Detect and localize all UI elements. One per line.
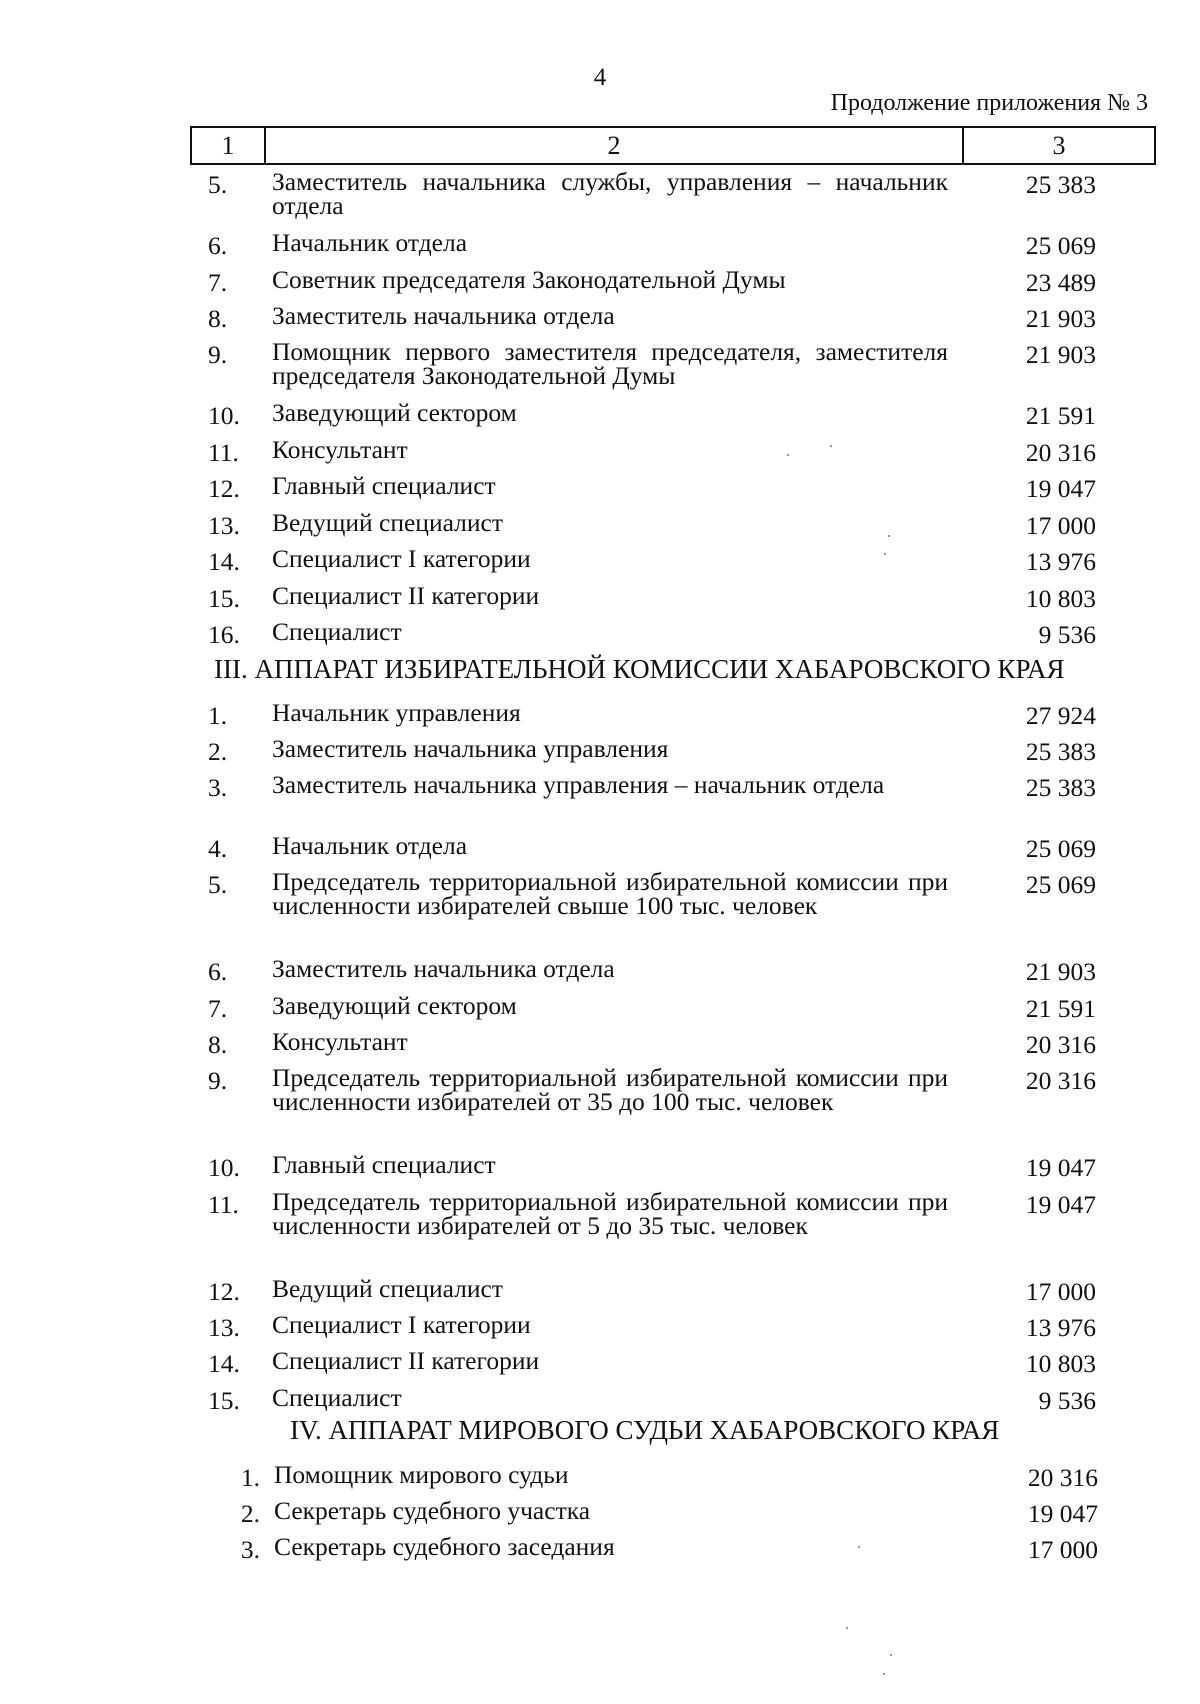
table-header [190,126,1156,165]
section-3-title: III. АППАРАТ ИЗБИРАТЕЛЬНОЙ КОМИССИИ ХАБАРОВСКОГО КРАЯ [214,654,1065,684]
position-name: Заместитель начальника отдела [272,954,615,983]
row-number: 8. [208,1030,228,1059]
position-name: Специалист II категории [272,581,540,610]
position-name: Специалист II категории [272,1346,540,1375]
salary-value: 25 069 [1025,870,1096,899]
position-name: Начальник отдела [272,831,468,860]
salary-value: 19 047 [1027,1499,1098,1528]
position-name: Помощник первого заместителя председателя, заместителя председателя Законодательной Думы [272,337,948,390]
row-number: 13. [208,1313,240,1342]
header-col-3: 3 [1052,130,1066,160]
salary-value: 21 591 [1025,994,1096,1023]
salary-value: 25 383 [1025,170,1096,199]
position-name: Советник председателя Законодательной Думы [272,265,786,294]
salary-value: 20 316 [1025,438,1096,467]
position-name: Секретарь судебного заседания [274,1532,615,1561]
position-name: Заместитель начальника управления [272,734,669,763]
salary-value: 13 976 [1025,547,1096,576]
salary-value: 17 000 [1025,511,1096,540]
position-name: Главный специалист [272,471,496,500]
salary-value: 25 383 [1025,773,1096,802]
salary-value: 19 047 [1025,474,1096,503]
continuation-label: Продолжение приложения № 3 [830,90,1148,116]
scan-speck [787,454,789,456]
position-name: Заместитель начальника службы, управления – начальник отдела [272,167,948,220]
salary-value: 25 383 [1025,737,1096,766]
row-number: 12. [208,1277,240,1306]
row-number: 14. [208,1349,240,1378]
salary-value: 23 489 [1025,268,1096,297]
scan-speck [830,445,832,447]
position-name: Председатель территориальной избирательной комиссии при численности избирателей от 5 до 35 тыс. человек [272,1187,948,1240]
row-number: 10. [208,1153,240,1182]
row-number: 6. [208,957,228,986]
salary-value: 10 803 [1025,584,1096,613]
salary-value: 21 903 [1025,957,1096,986]
salary-value: 20 316 [1027,1463,1098,1492]
row-number: 11. [208,438,239,467]
position-name: Председатель территориальной избирательной комиссии при численности избирателей от 35 до 100 тыс. человек [272,1063,948,1116]
scan-speck [858,1546,860,1548]
row-number: 2. [240,1499,260,1528]
header-col-1: 1 [192,128,266,163]
row-number: 3. [208,773,228,802]
salary-value: 25 069 [1025,231,1096,260]
row-number: 14. [208,547,240,576]
row-number: 6. [208,231,228,260]
position-name: Заведующий сектором [272,398,517,427]
salary-value: 20 316 [1025,1030,1096,1059]
row-number: 15. [208,1386,240,1415]
position-name: Заместитель начальника отдела [272,301,615,330]
salary-value: 21 903 [1025,304,1096,333]
row-number: 7. [208,994,228,1023]
position-name: Председатель территориальной избирательной комиссии при численности избирателей свыше 100 тыс. человек [272,867,948,920]
position-name: Заместитель начальника управления – начальник отдела [272,770,885,799]
position-name: Ведущий специалист [272,508,503,537]
row-number: 9. [208,340,228,369]
position-name: Главный специалист [272,1150,496,1179]
position-name: Специалист I категории [272,1310,531,1339]
salary-value: 21 591 [1025,401,1096,430]
row-number: 9. [208,1066,228,1095]
row-number: 4. [208,834,228,863]
position-name: Начальник отдела [272,228,468,257]
row-number: 5. [208,170,228,199]
row-number: 1. [240,1463,260,1492]
salary-value: 9 536 [1038,1386,1096,1415]
salary-value: 21 903 [1025,340,1096,369]
position-name: Консультант [272,1027,408,1056]
salary-value: 17 000 [1025,1277,1096,1306]
scan-speck [846,1627,848,1629]
position-name: Начальник управления [272,698,521,727]
row-number: 5. [208,870,228,899]
row-number: 15. [208,584,240,613]
salary-value: 9 536 [1038,620,1096,649]
position-name: Секретарь судебного участка [274,1496,591,1525]
salary-value: 17 000 [1027,1535,1098,1564]
salary-value: 10 803 [1025,1349,1096,1378]
salary-value: 25 069 [1025,834,1096,863]
row-number: 7. [208,268,228,297]
position-name: Специалист [272,1383,402,1412]
row-number: 13. [208,511,240,540]
salary-value: 19 047 [1025,1190,1096,1219]
salary-value: 19 047 [1025,1153,1096,1182]
row-number: 8. [208,304,228,333]
row-number: 12. [208,474,240,503]
position-name: Заведующий сектором [272,991,517,1020]
row-number: 11. [208,1190,239,1219]
salary-value: 27 924 [1025,701,1096,730]
row-number: 16. [208,620,240,649]
scan-speck [890,1654,892,1656]
header-col-2: 2 [266,128,964,163]
salary-value: 13 976 [1025,1313,1096,1342]
scan-speck [888,535,890,537]
section-4-title: IV. АППАРАТ МИРОВОГО СУДЬИ ХАБАРОВСКОГО КРАЯ [290,1415,1000,1445]
scan-speck [883,1673,885,1675]
scan-speck [884,553,886,555]
salary-value: 20 316 [1025,1066,1096,1095]
position-name: Консультант [272,435,408,464]
row-number: 10. [208,401,240,430]
position-name: Специалист I категории [272,544,531,573]
row-number: 3. [240,1535,260,1564]
row-number: 1. [208,701,228,730]
page-number: 4 [593,64,607,91]
position-name: Специалист [272,617,402,646]
position-name: Ведущий специалист [272,1274,503,1303]
position-name: Помощник мирового судьи [274,1460,569,1489]
row-number: 2. [208,737,228,766]
